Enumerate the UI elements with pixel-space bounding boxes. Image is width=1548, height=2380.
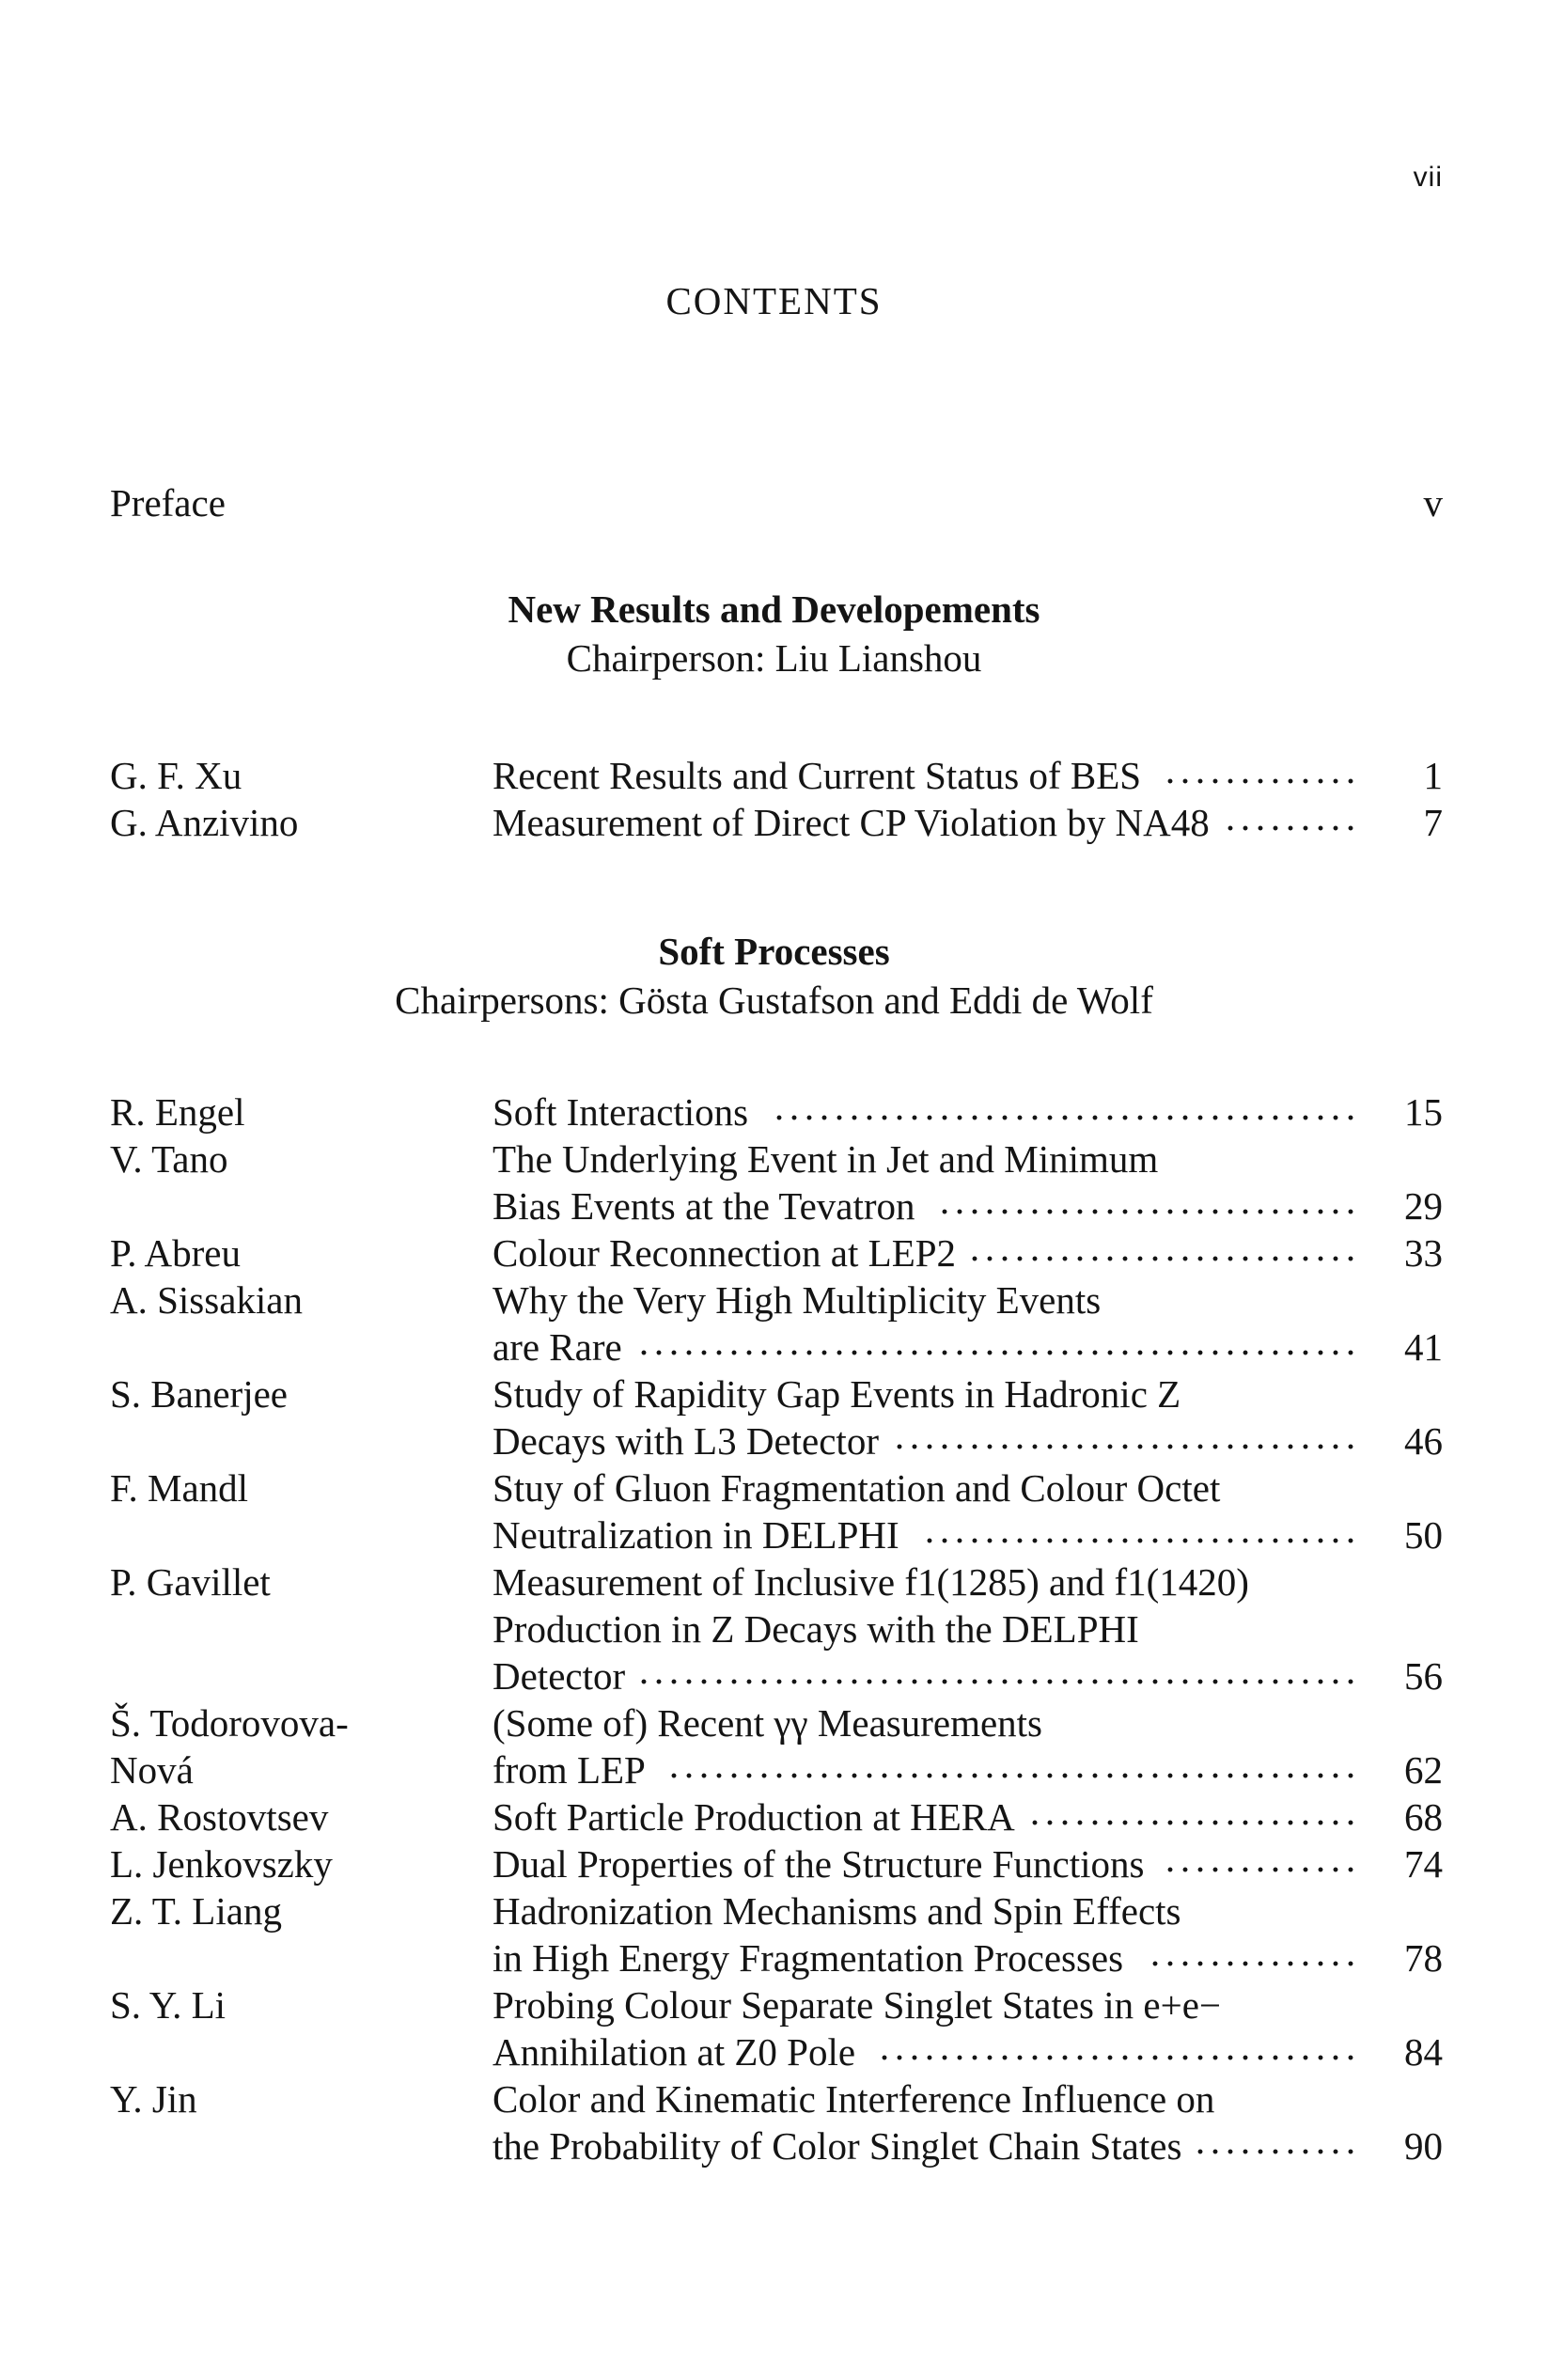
entry-author: Z. T. Liang (110, 1889, 282, 1933)
toc-entry-line (110, 1323, 1443, 1370)
toc-entry[interactable] (110, 1793, 1443, 1840)
toc-entry[interactable] (110, 1558, 1443, 1699)
toc-entry-line (110, 1981, 1443, 2028)
entry-title: Soft Particle Production at HERA (493, 1795, 1015, 1839)
toc-entry-line (110, 2028, 1443, 2075)
toc-entry-line (110, 1511, 1443, 1558)
toc-entry[interactable] (110, 752, 1443, 799)
toc-entry[interactable] (110, 1135, 1443, 1229)
dot-leader (666, 1746, 1358, 1793)
entry-author: V. Tano (110, 1137, 228, 1181)
entry-page: 33 (1404, 1231, 1443, 1275)
preface-entry[interactable] (110, 480, 1443, 533)
toc-entry-line (110, 1840, 1443, 1887)
entry-page: 90 (1404, 2124, 1443, 2168)
toc-entry-line (110, 2075, 1443, 2122)
entry-page: 84 (1404, 2030, 1443, 2074)
entry-title: Colour Reconnection at LEP2 (493, 1231, 957, 1275)
toc-entry-line (110, 1746, 1443, 1793)
entry-title: Neutralization in DELPHI (493, 1513, 899, 1557)
session-entries-new-results (110, 752, 1443, 846)
toc-entry-line (110, 1370, 1443, 1417)
toc-entry-line (110, 799, 1443, 846)
dot-leader (636, 1323, 1358, 1370)
toc-entry-line (110, 1934, 1443, 1981)
entry-page: 62 (1404, 1748, 1443, 1792)
toc-entry-line (110, 1417, 1443, 1464)
entry-title: Decays with L3 Detector (493, 1419, 879, 1463)
toc-entry[interactable] (110, 2075, 1443, 2169)
entry-title: Dual Properties of the Structure Functions (493, 1842, 1145, 1886)
entry-title: Why the Very High Multiplicity Events (493, 1278, 1102, 1322)
entry-page: 15 (1404, 1090, 1443, 1134)
entry-title: Color and Kinematic Interference Influence on (493, 2077, 1215, 2121)
entry-author: A. Rostovtsev (110, 1795, 329, 1839)
dot-leader (922, 1511, 1358, 1558)
dot-leader (877, 2028, 1358, 2075)
toc-entry[interactable] (110, 1981, 1443, 2075)
entry-title: The Underlying Event in Jet and Minimum (493, 1137, 1159, 1181)
entry-page: 78 (1404, 1936, 1443, 1980)
entry-title: Study of Rapidity Gap Events in Hadronic Z (493, 1372, 1181, 1416)
page-title: CONTENTS (665, 279, 883, 322)
entry-page: 1 (1423, 754, 1443, 797)
entry-page: 50 (1404, 1513, 1443, 1557)
toc-entry-line (110, 1605, 1443, 1652)
page-number: vii (1413, 162, 1443, 193)
entry-author: A. Sissakian (110, 1278, 303, 1322)
toc-entry-line (110, 752, 1443, 799)
entry-title: Soft Interactions (493, 1090, 749, 1134)
entry-page: 68 (1404, 1795, 1443, 1839)
entry-page: 7 (1423, 801, 1443, 844)
entry-author: G. Anzivino (110, 801, 299, 844)
dot-leader (937, 1182, 1358, 1229)
toc-entry-line (110, 1464, 1443, 1511)
entry-author: L. Jenkovszky (110, 1842, 333, 1886)
entry-title: (Some of) Recent γγ Measurements (493, 1701, 1043, 1745)
entry-author: Y. Jin (110, 2077, 197, 2121)
entry-author: P. Abreu (110, 1231, 241, 1275)
dot-leader (1193, 2122, 1358, 2169)
toc-entry[interactable] (110, 1840, 1443, 1887)
entry-author: F. Mandl (110, 1466, 249, 1510)
entry-author: S. Y. Li (110, 1983, 227, 2027)
toc-entry-line (110, 2122, 1443, 2169)
entry-title: Production in Z Decays with the DELPHI (493, 1607, 1139, 1651)
toc-entry-line (110, 1135, 1443, 1182)
toc-entry[interactable] (110, 799, 1443, 846)
session-title: Soft Processes (658, 930, 890, 973)
toc-entry-line (110, 1887, 1443, 1934)
entry-author: G. F. Xu (110, 754, 242, 797)
dot-leader (1027, 1793, 1358, 1840)
toc-entry-line (110, 1652, 1443, 1699)
entry-title: the Probability of Color Singlet Chain States (493, 2124, 1182, 2168)
session-header-new-results (0, 585, 1548, 682)
entry-author: Š. Todorovova- (110, 1701, 349, 1745)
toc-entry[interactable] (110, 1370, 1443, 1464)
preface-label: Preface (110, 481, 226, 525)
toc-entry[interactable] (110, 1887, 1443, 1981)
entry-title: Measurement of Direct CP Violation by NA48 (493, 801, 1210, 844)
toc-entry[interactable] (110, 1088, 1443, 1135)
entry-title: from LEP (493, 1748, 646, 1792)
toc-entry-line (110, 1229, 1443, 1276)
entry-page: 46 (1404, 1419, 1443, 1463)
entry-title: are Rare (493, 1325, 622, 1369)
dot-leader (1148, 1934, 1358, 1981)
dot-leader (892, 1417, 1358, 1464)
entry-title: Annihilation at Z0 Pole (493, 2030, 856, 2074)
preface-page: v (1423, 481, 1443, 525)
dot-leader (636, 1652, 1358, 1699)
toc-entry[interactable] (110, 1229, 1443, 1276)
entry-title: Recent Results and Current Status of BES (493, 754, 1142, 797)
entry-author: S. Banerjee (110, 1372, 288, 1416)
entry-page: 56 (1404, 1654, 1443, 1698)
entry-title: Detector (493, 1654, 626, 1698)
dot-leader (1163, 752, 1358, 799)
session-entries-soft-processes (110, 1088, 1443, 2169)
entry-author: R. Engel (110, 1090, 245, 1134)
entry-title: Probing Colour Separate Singlet States in e+e− (493, 1983, 1222, 2027)
toc-entry[interactable] (110, 1276, 1443, 1370)
entry-title: Bias Events at the Tevatron (493, 1184, 915, 1228)
toc-entry-line (110, 1699, 1443, 1746)
dot-leader (772, 1088, 1358, 1135)
toc-entry[interactable] (110, 1464, 1443, 1558)
dot-leader (1163, 1840, 1358, 1887)
entry-page: 29 (1404, 1184, 1443, 1228)
entry-title: Stuy of Gluon Fragmentation and Colour Octet (493, 1466, 1221, 1510)
session-chair: Chairperson: Liu Lianshou (566, 636, 982, 680)
toc-entry[interactable] (110, 1699, 1443, 1793)
entry-author: Nová (110, 1748, 194, 1792)
entry-title: in High Energy Fragmentation Processes (493, 1936, 1124, 1980)
entry-page: 41 (1404, 1325, 1443, 1369)
toc-entry-line (110, 1558, 1443, 1605)
session-chair: Chairpersons: Gösta Gustafson and Eddi de Wolf (395, 979, 1153, 1022)
session-header-soft-processes (0, 927, 1548, 1025)
session-title: New Results and Developements (508, 587, 1040, 631)
dot-leader (967, 1229, 1358, 1276)
entry-title: Measurement of Inclusive f1(1285) and f1(1420) (493, 1560, 1249, 1604)
entry-title: Hadronization Mechanisms and Spin Effects (493, 1889, 1181, 1933)
dot-leader (1223, 799, 1358, 846)
toc-entry-line (110, 1182, 1443, 1229)
entry-author: P. Gavillet (110, 1560, 271, 1604)
toc-entry-line (110, 1088, 1443, 1135)
toc-entry-line (110, 1276, 1443, 1323)
entry-page: 74 (1404, 1842, 1443, 1886)
toc-entry-line (110, 1793, 1443, 1840)
